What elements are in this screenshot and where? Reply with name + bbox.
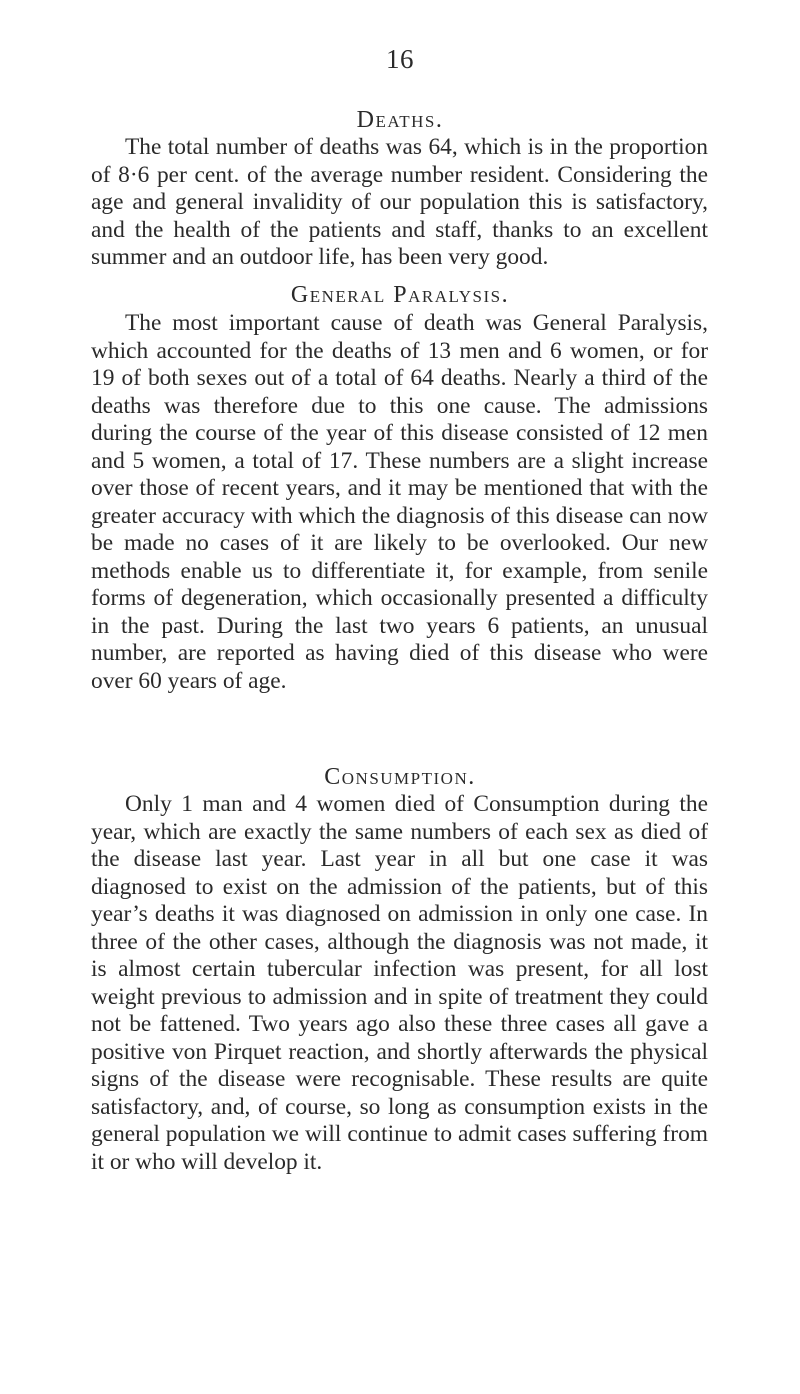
section-heading-general-paralysis: General Paralysis. xyxy=(290,282,510,308)
section-heading-deaths: Deaths. xyxy=(356,107,444,133)
section-paragraph-deaths: The total number of deaths was 64, which is in the proportion of 8·6 per cent. of the average number resident. Considering the age and general invalidity of our population this is satisfactory, and the health of the patients and staff, thanks to an excellent summer and an outdoor life, has been very good. xyxy=(91,134,708,270)
section-paragraph-consumption: Only 1 man and 4 women died of Consumption during the year, which are exactly the same numbers of each sex as died of the disease last year. Last year in all but one case it was diagnosed to exist on the admission of the patients, but of this year’s deaths it was diagnosed on admission in only one case. In three of the other cases, although the diagnosis was not made, it is almost certain tubercular infection was present, for all lost weight previous to admission and in spite of treatment they could not be fattened. Two years ago also these three cases all gave a positive von Pirquet reaction, and shortly afterwards the physical signs of the disease were recognisable. These results are quite satisfactory, and, of course, so long as consumption exists in the general population we will continue to admit cases suffering from it or who will develop it. xyxy=(91,791,708,1175)
section-heading-consumption: Consumption. xyxy=(324,764,476,790)
page-number: 16 xyxy=(386,44,414,74)
section-paragraph-general-paralysis: The most important cause of death was General Paralysis, which accounted for the deaths of 13 men and 6 women, or for 19 of both sexes out of a total of 64 deaths. Nearly a third of the deaths was therefore due to this one cause. The admissions during the course of the year of this disease consisted of 12 men and 5 women, a total of 17. These numbers are a slight increase over those of recent years, and it may be mentioned that with the greater accuracy with which the diagnosis of this disease can now be made no cases of it are likely to be overlooked. Our new methods enable us to differentiate it, for example, from senile forms of degeneration, which occasionally presented a difficulty in the past. During the last two years 6 patients, an unusual number, are reported as having died of this disease who were over 60 years of age. xyxy=(91,310,708,694)
